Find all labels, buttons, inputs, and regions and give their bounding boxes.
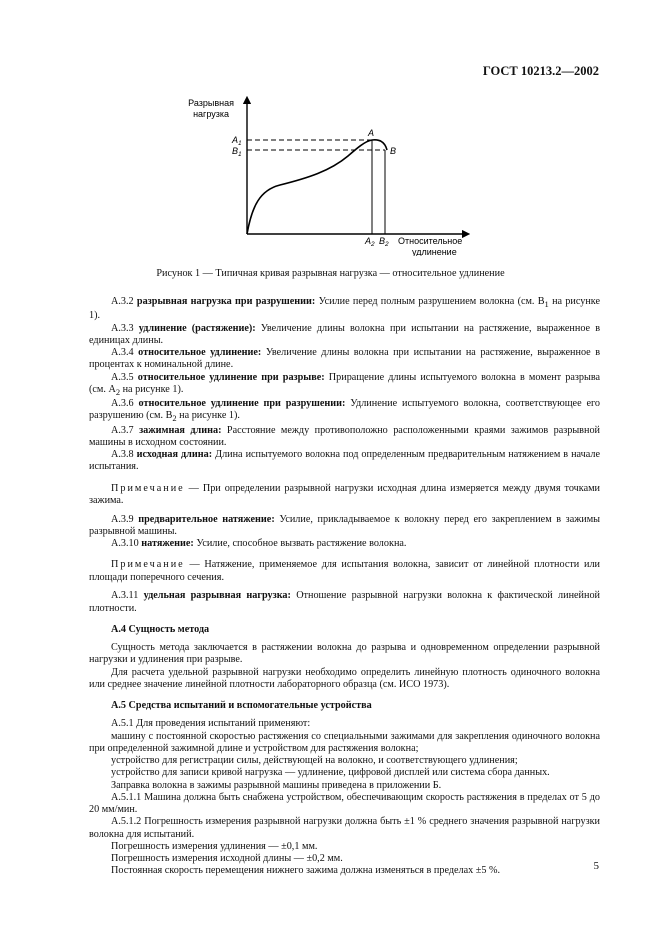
- y-axis-label-line2: нагрузка: [193, 109, 229, 119]
- load-elongation-chart: [180, 86, 480, 256]
- clause-a39: А.3.9 предварительное натяжение: Усилие, прикладываемое к волокну перед его закреплением в зажимы разрывной машины.: [89, 513, 601, 537]
- a5-paragraph-10: Постоянная скорость перемещения нижнего зажима должна изменяться в пределах ±5 %.: [111, 865, 501, 877]
- a5-paragraph-6: А.5.1.1 Машина должна быть снабжена устройством, обеспечивающим скорость растяжения в пределах от 5 до 20 мм/мин.: [89, 791, 600, 816]
- tick-b2-label: $B_2$: [379, 236, 389, 248]
- clause-a32: А.3.2 разрывная нагрузка при разрушении: Усилие перед полным разрушением волокна (см. $B_1$ на рисунке 1).: [89, 296, 601, 322]
- a4-paragraph-2: Для расчета удельной разрывной нагрузки необходимо определить линейную плотность одиночного волокна или среднее значение линейной плотности лабораторного образца (см. ИСО 1973).: [89, 666, 600, 690]
- figure-1: [180, 86, 480, 256]
- page-number: 5: [593, 860, 599, 872]
- clause-a35: А.3.5 относительное удлинение при разрыве: Приращение длины испытуемого волокна в момент разрыва (см. $A_2$ на рисунке 1).: [89, 371, 601, 397]
- a5-paragraph-7: А.5.1.2 Погрешность измерения разрывной нагрузки должна быть ±1 % среднего значения разрывной нагрузки волокна для испытаний.: [89, 816, 600, 840]
- clause-a37: А.3.7 зажимная длина: Расстояние между противоположно расположенными краями зажимов разрывной машины в исходном состоянии.: [89, 424, 600, 448]
- clause-a33: А.3.3 удлинение (растяжение): Увеличение длины волокна при испытании на растяжение, выраженное в единицах длины.: [89, 322, 601, 346]
- a5-paragraph-1: А.5.1 Для проведения испытаний применяют:: [111, 718, 311, 730]
- point-b-label: B: [390, 146, 397, 156]
- clause-a311: А.3.11 удельная разрывная нагрузка: Отношение разрывной нагрузки волокна к фактической линейной плотности.: [89, 590, 601, 614]
- tick-b1-label: $B_1$: [232, 146, 242, 158]
- a5-paragraph-4: устройство для записи кривой нагрузка — удлинение, цифровой дисплей или система сбора данных.: [111, 767, 550, 779]
- clause-a34: А.3.4 относительное удлинение: Увеличение длины волокна при испытании на растяжение, выраженное в процентах к номинальной длине.: [89, 347, 601, 371]
- note-1: Примечание — При определении разрывной нагрузки исходная длина измеряется между двумя точками зажима.: [89, 482, 600, 506]
- clause-a310: А.3.10 натяжение: Усилие, способное вызвать растяжение волокна.: [111, 538, 407, 550]
- section-a5-heading: А.5 Средства испытаний и вспомогательные устройства: [111, 700, 372, 712]
- section-a4-heading: А.4 Сущность метода: [111, 623, 210, 635]
- a4-paragraph-1: Сущность метода заключается в растяжении волокна до разрыва и одновременном определении разрывной нагрузки и удлинения при разрыве.: [89, 642, 600, 666]
- a5-paragraph-5: Заправка волокна в зажимы разрывной машины приведена в приложении Б.: [111, 779, 442, 791]
- x-axis-label-line1: Относительное: [398, 236, 463, 246]
- tick-a1-label: $A_1$: [232, 135, 242, 147]
- tick-a2-label: $A_2$: [365, 236, 375, 248]
- load-curve: [247, 140, 387, 234]
- document-header: ГОСТ 10213.2—2002: [482, 64, 599, 78]
- a5-paragraph-8: Погрешность измерения удлинения — ±0,1 мм.: [111, 840, 318, 852]
- clause-a38: А.3.8 исходная длина: Длина испытуемого волокна под определенным предварительным натяжением в начале испытания.: [89, 449, 600, 473]
- a5-paragraph-9: Погрешность измерения исходной длины — ±0,2 мм.: [111, 853, 343, 865]
- document-body: [89, 296, 600, 878]
- point-a-label: A: [368, 128, 375, 138]
- note-2: Примечание — Натяжение, применяемое для испытания волокна, зависит от линейной плотности или площади поперечного сечения.: [89, 559, 600, 583]
- clause-a36: А.3.6 относительное удлинение при разрушении: Удлинение испытуемого волокна, соответствующее его разрушению (см. $B_2$ на рисунке 1).: [89, 398, 600, 424]
- a5-paragraph-2: машину с постоянной скоростью растяжения со специальными зажимами для закрепления одиночного волокна при определенной зажимной длине и устройством для растяжения волокна;: [89, 730, 600, 754]
- y-axis-label-line1: Разрывная: [188, 98, 234, 108]
- a5-paragraph-3: устройство для регистрации силы, действующей на волокно, и соответствующего удлинения;: [111, 755, 518, 767]
- figure-caption: Рисунок 1 — Типичная кривая разрывная нагрузка — относительное удлинение: [156, 268, 505, 279]
- x-axis-label-line2: удлинение: [412, 247, 457, 256]
